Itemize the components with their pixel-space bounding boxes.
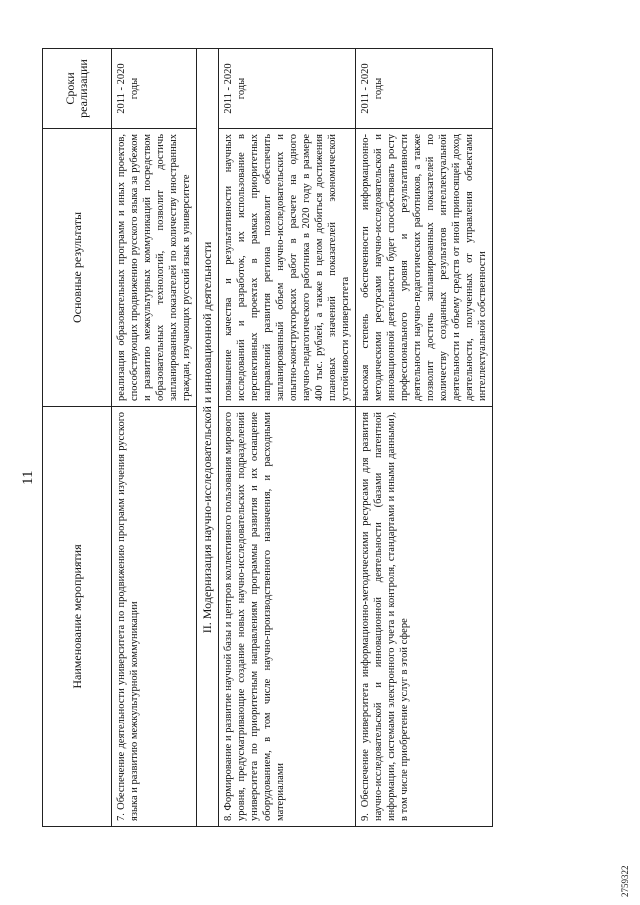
- result-cell: высокая степень обеспеченности информационно-методическими ресурсами научно-исследовательской и инновационной деятельности будет способствовать росту профессионального уровня и результативности деятельности научно-педагогических работников, а также позволит достичь запланированных показателей по количеству созданных результатов интеллектуальной деятельности и объему средств от иной приносящей доход деятельности, полученных от управления объектами интеллектуальной собственности: [356, 129, 493, 407]
- event-name-cell: 9. Обеспечение университета информационно-методическими ресурсами для развития научно-исследовательской и инновационной деятельности (базами патентной информации, системами электронного учета и контроля, стандартами и иными данными), в том числе приобретение услуг в этой сфере: [356, 407, 493, 827]
- result-cell: реализация образовательных программ и иных проектов, способствующих продвижению русского языка за рубежом и развитию межкультурных коммуникаций посредством образовательных технологий, позволит достичь запланированных показателей по количеству иностранных граждан, изучающих русский язык в университете: [112, 129, 197, 407]
- term-cell: 2011 - 2020 годы: [112, 49, 197, 129]
- term-cell: 2011 - 2020 годы: [356, 49, 493, 129]
- event-name-cell: 7. Обеспечение деятельности университета по продвижению программ изучения русского языка и развитию межкультурной коммуникации: [112, 407, 197, 827]
- section-title: II. Модернизация научно-исследовательской и инновационной деятельности: [197, 49, 219, 827]
- term-cell: 2011 - 2020 годы: [219, 49, 356, 129]
- header-event-name: Наименование мероприятия: [43, 407, 112, 827]
- table-row: [356, 49, 493, 827]
- table-row: [112, 49, 197, 827]
- event-name-cell: 8. Формирование и развитие научной базы и центров коллективного пользования мирового уровня, предусматривающие создание новых научно-исследовательских подразделений университета по приоритетным направлениям программы развития и их оснащение оборудованием, в том числе научно-производственного назначения, и расходными материалами: [219, 407, 356, 827]
- table-header-row: [43, 49, 112, 827]
- document-code: 2759322: [620, 865, 630, 897]
- header-deadlines: Сроки реализации: [43, 49, 112, 129]
- section-row: [197, 49, 219, 827]
- events-table: [42, 48, 493, 827]
- result-cell: повышение качества и результативности научных исследований и разработок, их использование в перспективных проектах в рамках приоритетных направлений развития региона позволит обеспечить запланированный объем научно-исследовательских и опытно-конструкторских работ в расчете на одного научно-педагогического работника в 2020 году в размере 400 тыс. рублей, а также в целом добиться достижения плановых значений показателей экономической устойчивости университета: [219, 129, 356, 407]
- page-number: 11: [20, 470, 36, 485]
- table-row: [219, 49, 356, 827]
- header-main-results: Основные результаты: [43, 129, 112, 407]
